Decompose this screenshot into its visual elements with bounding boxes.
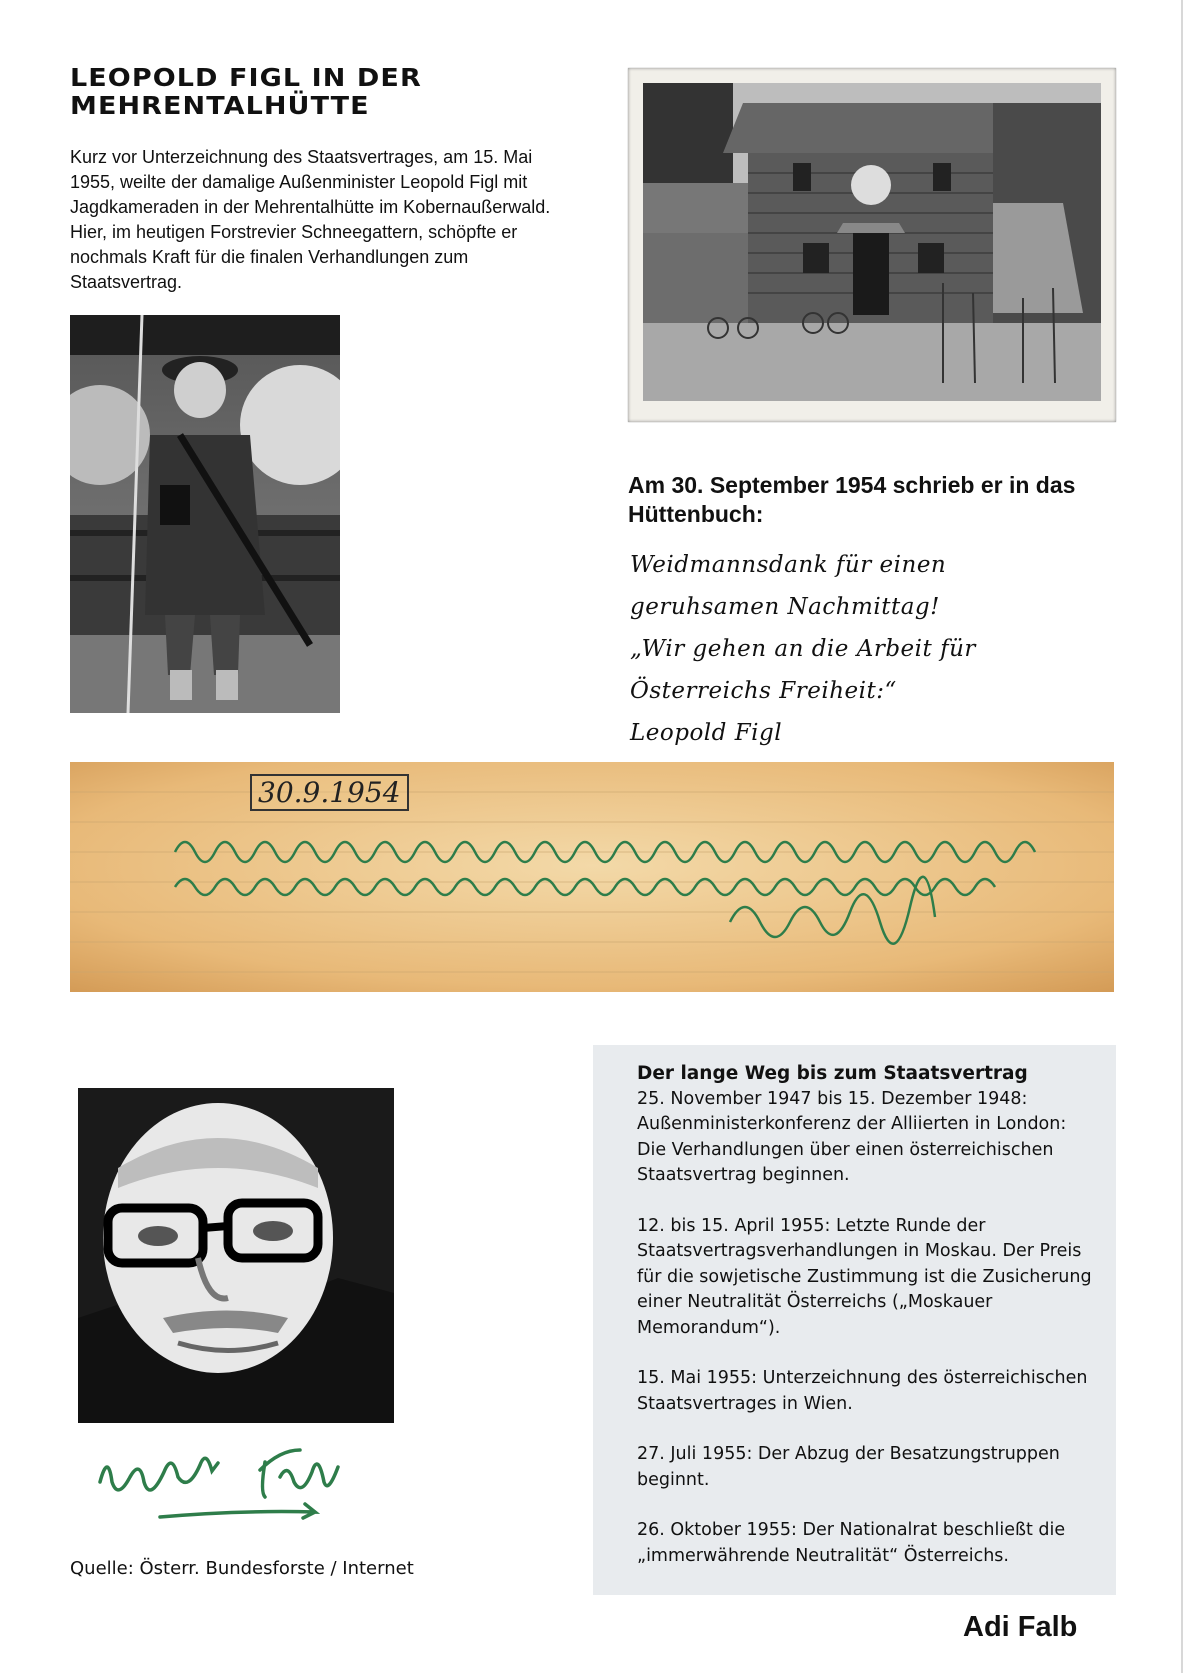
figl-signature [90,1432,370,1522]
figl-hunting-photo [70,315,340,713]
quote-line-5: Leopold Figl [630,720,783,746]
timeline-entry-1: 25. November 1947 bis 15. Dezember 1948: Außenministerkonferenz der Alliierten in London: Die Verhandlungen über einen österreichischen Staatsvertrag beginnen. [637,1088,1067,1185]
hut-photo-frame [628,68,1116,422]
timeline-entry-5: 26. Oktober 1955: Der Nationalrat beschließt die „immerwährende Neutralität“ Österreichs. [637,1520,1066,1566]
title-line-2: MEHRENTALHÜTTE [70,91,370,120]
author-name: Adi Falb [963,1611,1078,1643]
guestbook-scan [70,762,1114,992]
quote-line-2: geruhsamen Nachmittag! [630,594,940,620]
timeline-entry-3: 15. Mai 1955: Unterzeichnung des österreichischen Staatsvertrages in Wien. [637,1368,1088,1414]
guestbook-heading: Am 30. September 1954 schrieb er in das Hüttenbuch: [628,472,1076,527]
page-title [70,64,632,120]
page-edge-line [1181,0,1183,1673]
figl-portrait-photo [78,1088,394,1423]
timeline-entry-2: 12. bis 15. April 1955: Letzte Runde der Staatsvertragsverhandlungen in Moskau. Der Preis für die sowjetische Zustimmung ist die Zusicherung einer Neutralität Österreichs („Moskauer Memorandum“). [637,1215,1092,1338]
source-credit: Quelle: Österr. Bundesforste / Internet [70,1558,414,1579]
guestbook-quote [630,544,1100,754]
mehrentalhuette-photo [643,83,1101,401]
timeline-heading: Der lange Weg bis zum Staatsvertrag [637,1063,1028,1084]
intro-paragraph: Kurz vor Unterzeichnung des Staatsvertrages, am 15. Mai 1955, weilte der damalige Außenminister Leopold Figl mit Jagdkameraden in der Mehrentalhütte im Kobernaußerwald. Hier, im heutigen Forstrevier Schneegattern, schöpfte er nochmals Kraft für die finalen Verhandlungen zum Staatsvertrag. [70,147,551,292]
quote-line-1: Weidmannsdank für einen [630,552,947,578]
timeline-box [593,1045,1116,1595]
title-line-1: LEOPOLD FIGL IN DER [70,63,422,92]
timeline-entry-4: 27. Juli 1955: Der Abzug der Besatzungstruppen beginnt. [637,1444,1060,1490]
quote-line-4: Österreichs Freiheit:“ [630,678,897,704]
guestbook-date-stamp: 30.9.1954 [250,774,409,811]
quote-line-3: „Wir gehen an die Arbeit für [630,636,976,662]
